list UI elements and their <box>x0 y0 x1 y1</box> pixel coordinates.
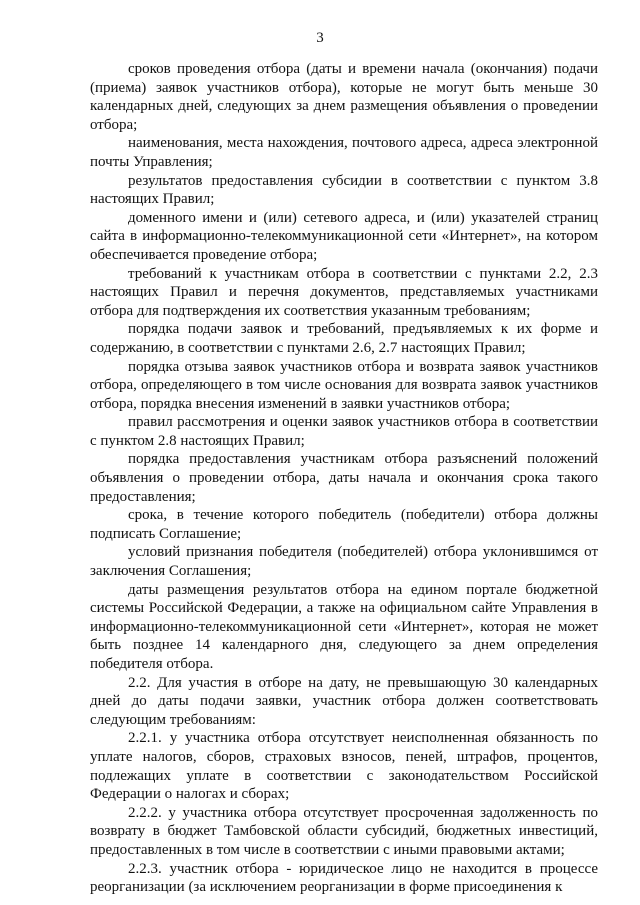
paragraph-submission-order: порядка подачи заявок и требований, предъявляемых к их форме и содержанию, в соответствии с пунктами 2.6, 2.7 настоящих Правил; <box>90 321 598 356</box>
document-body <box>90 60 598 897</box>
paragraph-results: результатов предоставления субсидии в соответствии с пунктом 3.8 настоящих Правил; <box>90 172 598 208</box>
page-number: 3 <box>316 30 324 46</box>
paragraph-requirements: требований к участникам отбора в соответствии с пунктами 2.2, 2.3 настоящих Правил и перечня документов, представляемых участниками отбора для подтверждения их соответствия указанным требованиям; <box>90 265 598 319</box>
paragraph-review-rules: правил рассмотрения и оценки заявок участников отбора в соответствии с пунктом 2.8 настоящих Правил; <box>90 414 598 449</box>
paragraph-domain: доменного имени и (или) сетевого адреса, и (или) указателей страниц сайта в информационно-телекоммуникационной сети «Интернет», на котором обеспечивается проведение отбора; <box>90 209 598 263</box>
paragraph-signing-term: срока, в течение которого победитель (победители) отбора должны подписать Соглашение; <box>90 507 598 542</box>
paragraph-evasion-conditions: условий признания победителя (победителей) отбора уклонившимся от заключения Соглашения; <box>90 544 598 580</box>
paragraph-2-2: 2.2. Для участия в отборе на дату, не превышающую 30 календарных дней до даты подачи заявки, участник отбора должен соответствовать следующим требованиям: <box>90 674 598 728</box>
paragraph-2-2-2: 2.2.2. у участника отбора отсутствует просроченная задолженность по возврату в бюджет Тамбовской области субсидий, бюджетных инвестиций, предоставленных в том числе в соответствии с иными правовыми актами; <box>90 804 598 858</box>
paragraph-withdrawal-order: порядка отзыва заявок участников отбора и возврата заявок участников отбора, определяющего в том числе основания для возврата заявок участников отбора, порядка внесения изменений в заявки участников отбора; <box>90 358 598 412</box>
paragraph-2-2-1: 2.2.1. у участника отбора отсутствует неисполненная обязанность по уплате налогов, сборов, страховых взносов, пеней, штрафов, процентов, подлежащих уплате в соответствии с законодательством Российской Федерации о налогах и сборах; <box>90 730 598 803</box>
paragraph-deadlines: сроков проведения отбора (даты и времени начала (окончания) подачи (приема) заявок участников отбора), которые не могут быть меньше 30 календарных дней, следующих за днем размещения объявления о проведении отбора; <box>90 61 598 133</box>
paragraph-2-2-3: 2.2.3. участник отбора - юридическое лицо не находится в процессе реорганизации (за исключением реорганизации в форме присоединения к <box>90 860 598 896</box>
paragraph-clarifications: порядка предоставления участникам отбора разъяснений положений объявления о проведении отбора, даты начала и окончания срока такого предоставления; <box>90 451 598 505</box>
paragraph-publication-dates: даты размещения результатов отбора на едином портале бюджетной системы Российской Федерации, а также на официальном сайте Управления в информационно-телекоммуникационной сети «Интернет», которая не может быть позднее 14 календарного дня, следующего за днем определения победителя отбора. <box>90 581 598 672</box>
paragraph-name-address: наименования, места нахождения, почтового адреса, адреса электронной почты Управления; <box>90 135 598 170</box>
